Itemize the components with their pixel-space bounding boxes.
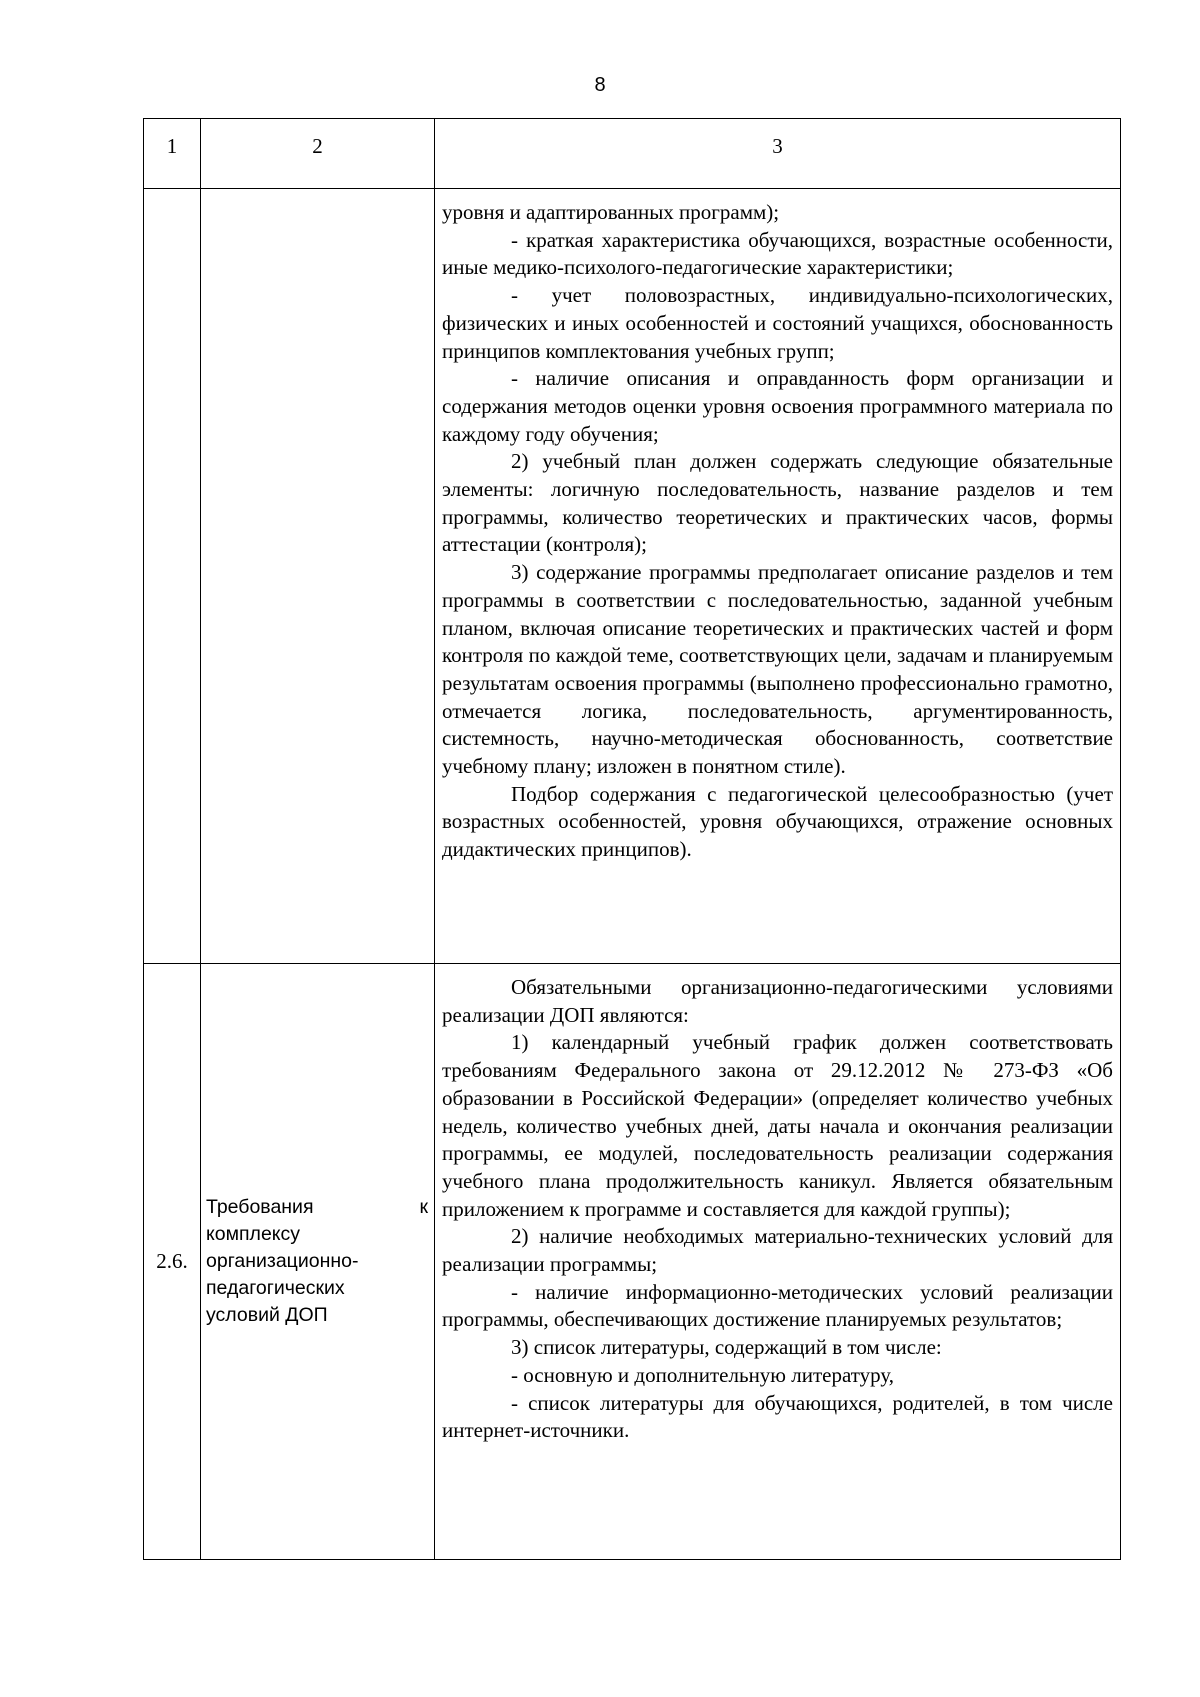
row2-title-line-5: условий ДОП [206,1304,328,1326]
row2-title-first-tail: к [419,1196,428,1218]
content-paragraph: - учет половозрастных, индивидуально-психологических, физических и иных особенностей и состояний учащихся, обоснованность принципов комплектования учебных групп; [442,283,1113,363]
content-paragraph: уровня и адаптированных программ); [442,200,780,224]
requirements-table [143,118,1121,1560]
row1-content-cell [435,189,1121,964]
header-cell-2 [201,119,435,189]
header-label-3: 3 [772,134,783,158]
content-paragraph: - наличие информационно-методических условий реализации программы, обеспечивающих достижение планируемых результатов; [442,1279,1113,1332]
content-paragraph: 1) календарный учебный график должен соответствовать требованиям Федерального закона от 29.12.2012 № 273-ФЗ «Об образовании в Российской Федерации» (определяет количество учебных недель, количество учебных дней, даты начала и окончания реализации программы, ее модулей, последовательность реализации содержания учебного плана продолжительность каникул. Является обязательным приложением к программе и составляется для каждой группы); [442,1030,1113,1221]
header-cell-3 [435,119,1121,189]
page-number: 8 [594,74,606,96]
row1-title-cell [201,189,435,964]
content-paragraph: 3) список литературы, содержащий в том числе: [511,1335,942,1360]
content-paragraph: Подбор содержания с педагогической целесообразностью (учет возрастных особенностей, уровня обучающихся, отражение основных дидактических принципов). [442,781,1113,862]
content-paragraph: Обязательными организационно-педагогическими условиями реализации ДОП являются: [442,975,1113,1027]
content-paragraph: - краткая характеристика обучающихся, возрастные особенности, иные медико-психолого-педагогические характеристики; [442,227,1113,280]
table-row-continued [144,189,1121,964]
header-label-2: 2 [312,134,323,158]
row2-content-cell [435,964,1121,1560]
table-row-2-6 [144,964,1121,1560]
row2-title-first-line [206,1194,428,1221]
content-paragraph: 2) наличие необходимых материально-технических условий для реализации программы; [442,1224,1113,1277]
row2-title-line-2: комплексу [206,1223,301,1245]
table-header-row [144,119,1121,189]
row2-title-line-3: организационно- [206,1250,359,1272]
content-paragraph: - наличие описания и оправданность форм организации и содержания методов оценки уровня освоения программного материала по каждому году обучения; [442,366,1113,446]
row2-number-cell: 2.6. [144,964,201,1560]
row2-title-cell [201,964,435,1560]
content-paragraph: 2) учебный план должен содержать следующие обязательные элементы: логичную последовательность, название разделов и тем программы, количество теоретических и практических часов, формы аттестации (контроля); [442,449,1113,557]
row2-title-line-4: педагогических [206,1277,345,1299]
content-paragraph: 3) содержание программы предполагает описание разделов и тем программы в соответствии с последовательностью, заданной учебным планом, включая описание теоретических и практических частей и форм контроля по каждой теме, соответствующих цели, задачам и планируемым результатам освоения программы (выполнено профессионально грамотно, отмечается логика, последовательность, аргументированность, системность, научно-методическая обоснованность, соответствие учебному плану; изложен в понятном стиле). [442,560,1113,779]
header-label-1: 1 [166,134,178,158]
row1-number-cell [144,189,201,964]
content-paragraph: - список литературы для обучающихся, родителей, в том числе интернет-источники. [442,1390,1113,1443]
row2-title-first-word: Требования [206,1196,314,1218]
content-paragraph: - основную и дополнительную литературу, [511,1362,895,1387]
header-cell-1 [144,119,201,189]
